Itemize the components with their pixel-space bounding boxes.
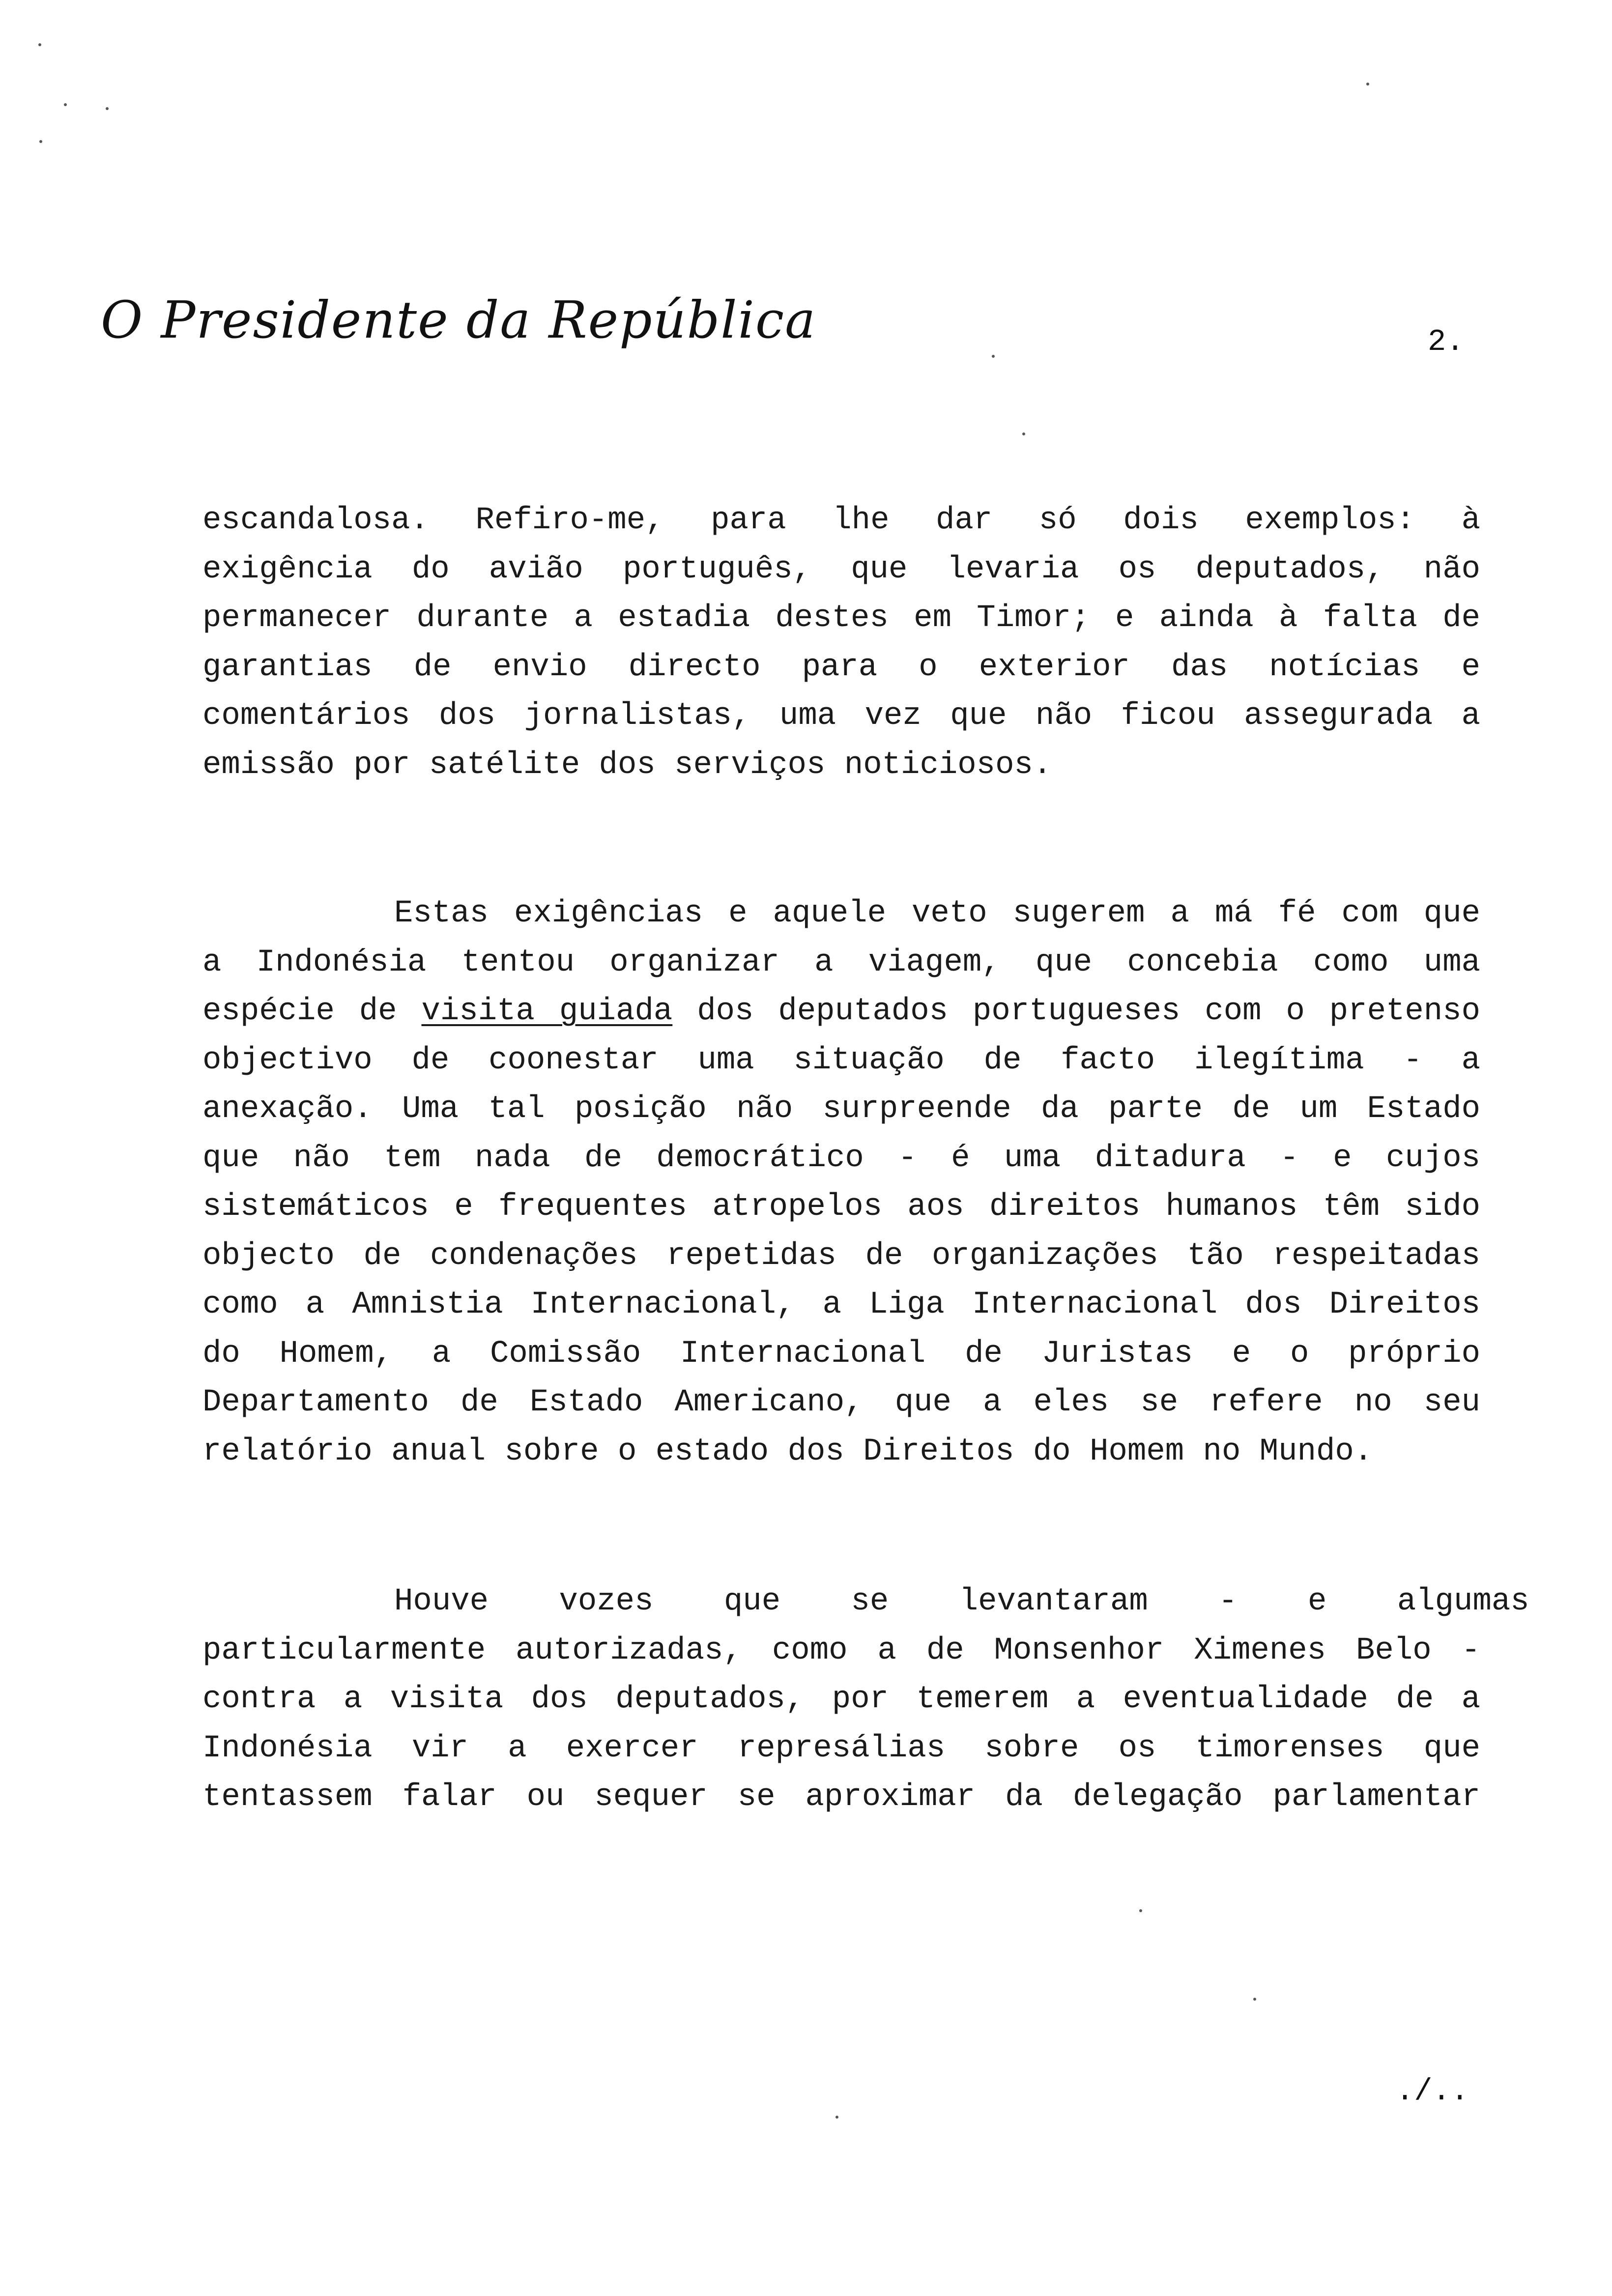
text-line: [202, 987, 1480, 1036]
text-line: objecto de condenações repetidas de organizações tão respeitadas: [202, 1238, 1480, 1274]
text-line: anexação. Uma tal posição não surpreende da parte de um Estado: [202, 1091, 1480, 1127]
continuation-mark: ./..: [1396, 2074, 1469, 2109]
scan-speck: [1253, 1998, 1256, 2001]
scan-speck: [835, 2116, 838, 2119]
text-line: sistemáticos e frequentes atropelos aos direitos humanos têm sido: [202, 1189, 1480, 1225]
text-line: permanecer durante a estadia destes em Timor; e ainda à falta de: [202, 601, 1480, 636]
scan-speck: [106, 107, 109, 110]
text-line: a Indonésia tentou organizar a viagem, que concebia como uma: [202, 945, 1480, 980]
text-line: [202, 890, 1480, 939]
paragraph-3: [202, 1578, 1529, 1822]
text-line: emissão por satélite dos serviços noticiosos.: [202, 747, 1052, 783]
scan-speck: [992, 355, 995, 358]
scan-speck: [64, 103, 67, 106]
text-line: relatório anual sobre o estado dos Direitos do Homem no Mundo.: [202, 1434, 1373, 1469]
scan-speck: [1022, 432, 1025, 435]
scan-speck: [39, 140, 42, 143]
text-line: que não tem nada de democrático - é uma ditadura - e cujos: [202, 1140, 1480, 1176]
paragraph-1: [202, 496, 1480, 790]
letterhead-title: O Presidente da República: [101, 290, 817, 350]
text-line: escandalosa. Refiro-me, para lhe dar só dois exemplos: à: [202, 503, 1480, 538]
scan-speck: [38, 43, 41, 46]
text-line: comentários dos jornalistas, uma vez que não ficou assegurada a: [202, 698, 1480, 734]
scan-speck: [1139, 1909, 1142, 1912]
text-line-content: Houve vozes que se levantaram - e algumas: [394, 1584, 1529, 1619]
text-line: tentassem falar ou sequer se aproximar da delegação parlamentar: [202, 1779, 1480, 1815]
text-segment: espécie de: [202, 994, 422, 1029]
text-line: como a Amnistia Internacional, a Liga Internacional dos Direitos: [202, 1287, 1480, 1322]
text-line: contra a visita dos deputados, por temerem a eventualidade de a: [202, 1682, 1480, 1717]
text-line: particularmente autorizadas, como a de Monsenhor Ximenes Belo -: [202, 1633, 1480, 1668]
page-number: 2.: [1428, 324, 1465, 359]
scan-speck: [1366, 83, 1369, 86]
text-line-content: Estas exigências e aquele veto sugerem a má fé com que: [394, 896, 1480, 931]
text-line: [202, 1578, 1529, 1627]
paragraph-2: [202, 890, 1480, 1476]
text-line: garantias de envio directo para o exterior das notícias e: [202, 649, 1480, 685]
text-line: objectivo de coonestar uma situação de facto ilegítima - a: [202, 1042, 1480, 1078]
underlined-phrase: visita guiada: [421, 994, 673, 1029]
text-segment: dos deputados portugueses com o pretenso: [672, 994, 1481, 1029]
text-line: Departamento de Estado Americano, que a eles se refere no seu: [202, 1385, 1480, 1420]
text-line: exigência do avião português, que levaria os deputados, não: [202, 551, 1480, 587]
text-line: Indonésia vir a exercer represálias sobre os timorenses que: [202, 1730, 1480, 1766]
text-line: do Homem, a Comissão Internacional de Juristas e o próprio: [202, 1336, 1480, 1372]
